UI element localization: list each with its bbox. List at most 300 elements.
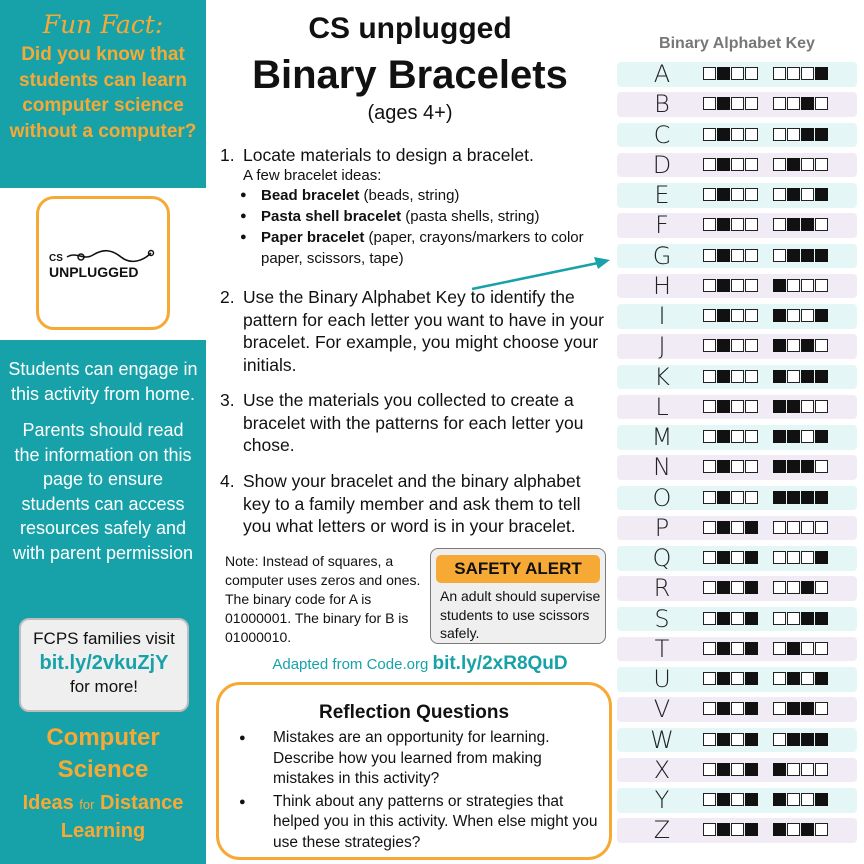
binary-alphabet-key (617, 62, 857, 849)
key-letter: B (654, 90, 670, 119)
key-bits (703, 128, 829, 141)
key-letter: Z (653, 816, 671, 845)
step-1-text: Locate materials to design a bracelet. (243, 145, 534, 165)
bit-empty-square (801, 430, 814, 443)
bit-filled-square (787, 218, 800, 231)
key-row (617, 513, 857, 542)
fun-fact-question: Did you know that students can learn computer science without a computer? (9, 44, 197, 142)
bit-filled-square (745, 581, 758, 594)
bit-empty-square (731, 218, 744, 231)
bit-filled-square (815, 612, 828, 625)
bit-filled-square (717, 249, 730, 262)
key-bits (703, 672, 829, 685)
bit-empty-square (703, 763, 716, 776)
bit-empty-square (703, 279, 716, 292)
step-2 (220, 286, 612, 376)
bit-filled-square (815, 551, 828, 564)
bit-filled-square (801, 491, 814, 504)
bit-filled-square (815, 733, 828, 746)
key-bits (703, 97, 829, 110)
step-1-number: 1. (220, 145, 235, 165)
bit-filled-square (815, 309, 828, 322)
bit-filled-square (717, 97, 730, 110)
bit-empty-square (815, 642, 828, 655)
list-item: ● Think about any patterns or strategies that helped you in this activity. When else might you use these strategies? (239, 792, 605, 854)
key-letter: H (652, 271, 672, 300)
bit-empty-square (801, 642, 814, 655)
bit-filled-square (801, 249, 814, 262)
key-row (617, 697, 857, 722)
bit-empty-square (745, 491, 758, 504)
bit-filled-square (801, 612, 814, 625)
bit-empty-square (731, 551, 744, 564)
bit-filled-square (773, 430, 786, 443)
bit-empty-square (703, 339, 716, 352)
bit-filled-square (717, 309, 730, 322)
key-row (617, 576, 857, 601)
bit-empty-square (801, 551, 814, 564)
bit-empty-square (703, 642, 716, 655)
key-bits (703, 823, 829, 836)
key-bits (703, 491, 829, 504)
key-bits (703, 460, 829, 473)
key-letter: S (654, 604, 670, 633)
bit-empty-square (731, 702, 744, 715)
bit-empty-square (787, 581, 800, 594)
idea-name: Bead bracelet (261, 187, 360, 204)
bit-empty-square (745, 249, 758, 262)
safety-alert-box (430, 548, 606, 644)
bit-empty-square (801, 793, 814, 806)
bit-filled-square (815, 430, 828, 443)
bit-empty-square (703, 370, 716, 383)
bit-filled-square (815, 188, 828, 201)
bit-filled-square (717, 491, 730, 504)
bit-filled-square (815, 128, 828, 141)
bit-empty-square (703, 612, 716, 625)
key-row (617, 213, 857, 238)
bit-empty-square (731, 430, 744, 443)
bit-filled-square (745, 551, 758, 564)
bit-filled-square (801, 128, 814, 141)
bit-empty-square (731, 491, 744, 504)
key-row (617, 818, 857, 843)
key-letter: X (653, 755, 671, 784)
bit-empty-square (773, 188, 786, 201)
bit-filled-square (787, 672, 800, 685)
key-letter: A (653, 60, 671, 88)
bit-empty-square (703, 97, 716, 110)
bit-empty-square (773, 612, 786, 625)
bit-filled-square (787, 491, 800, 504)
engage-panel (0, 340, 206, 864)
step-4 (220, 470, 612, 538)
bit-filled-square (787, 249, 800, 262)
cs-line-ideas (0, 790, 206, 818)
fcps-link[interactable]: bit.ly/2vkuZjY (39, 652, 169, 674)
bit-empty-square (731, 581, 744, 594)
key-bits (703, 793, 829, 806)
key-letter: W (650, 725, 674, 754)
bit-empty-square (815, 97, 828, 110)
key-bits (703, 158, 829, 171)
bit-filled-square (801, 339, 814, 352)
bit-empty-square (703, 460, 716, 473)
key-row (617, 634, 857, 663)
key-row (617, 92, 857, 117)
list-item (240, 206, 610, 227)
bit-filled-square (717, 158, 730, 171)
bit-filled-square (815, 672, 828, 685)
bit-empty-square (787, 67, 800, 80)
bit-empty-square (703, 521, 716, 534)
cs-line-learning: Learning (60, 820, 146, 842)
fcps-line1: FCPS families visit (33, 629, 175, 648)
bit-empty-square (773, 97, 786, 110)
bit-empty-square (745, 370, 758, 383)
bit-empty-square (773, 158, 786, 171)
bit-empty-square (787, 309, 800, 322)
bit-filled-square (773, 309, 786, 322)
key-row (617, 120, 857, 149)
key-letter: T (654, 634, 670, 663)
key-letter: K (654, 362, 670, 391)
cs-ideas-word: Ideas (22, 792, 74, 814)
bit-empty-square (703, 491, 716, 504)
bit-filled-square (717, 370, 730, 383)
bit-filled-square (717, 460, 730, 473)
cs-line-science: Science (57, 756, 149, 783)
bit-filled-square (717, 218, 730, 231)
key-letter: G (652, 241, 672, 270)
fcps-line3: for more! (69, 677, 139, 696)
bit-empty-square (731, 249, 744, 262)
bit-empty-square (731, 793, 744, 806)
bit-empty-square (787, 763, 800, 776)
bit-filled-square (773, 823, 786, 836)
bit-empty-square (731, 67, 744, 80)
key-bits (703, 218, 829, 231)
bit-empty-square (703, 309, 716, 322)
bit-empty-square (703, 823, 716, 836)
fun-fact-title: Fun Fact: (42, 10, 164, 39)
step-4-text: Show your bracelet and the binary alphabet key to a family member and ask them to tell you what letters or word is in your bracelet. (243, 471, 581, 536)
logo-unplugged-text: UNPLUGGED (49, 264, 139, 280)
bit-filled-square (717, 733, 730, 746)
key-row (617, 271, 857, 300)
bit-filled-square (717, 642, 730, 655)
bit-filled-square (745, 702, 758, 715)
bit-empty-square (773, 702, 786, 715)
bit-filled-square (801, 460, 814, 473)
bit-filled-square (717, 67, 730, 80)
bit-empty-square (773, 733, 786, 746)
bit-empty-square (773, 672, 786, 685)
reflection-list (239, 728, 605, 855)
bit-empty-square (773, 581, 786, 594)
key-row (617, 483, 857, 512)
bit-empty-square (815, 339, 828, 352)
key-bits (703, 763, 829, 776)
bit-empty-square (731, 128, 744, 141)
bit-empty-square (745, 188, 758, 201)
bit-empty-square (745, 400, 758, 413)
key-row (617, 241, 857, 270)
bit-empty-square (815, 460, 828, 473)
bit-filled-square (787, 642, 800, 655)
step-2-text: Use the Binary Alphabet Key to identify the pattern for each letter you want to have in your bracelet. For example, you might choose your initials. (243, 287, 604, 375)
bit-empty-square (773, 128, 786, 141)
key-row (617, 455, 857, 480)
key-row (617, 392, 857, 421)
binary-note: Note: Instead of squares, a computer uses zeros and ones. The binary code for A is 01000001. The binary for B is 01000010. (225, 553, 421, 645)
key-letter: D (652, 150, 672, 179)
bit-empty-square (815, 581, 828, 594)
key-row (617, 725, 857, 754)
key-letter: F (655, 211, 669, 240)
key-row (617, 362, 857, 391)
bit-filled-square (717, 763, 730, 776)
step-2-number: 2. (220, 287, 235, 307)
bit-empty-square (787, 370, 800, 383)
bit-filled-square (815, 249, 828, 262)
bit-empty-square (773, 551, 786, 564)
bit-filled-square (717, 551, 730, 564)
bit-filled-square (815, 793, 828, 806)
bit-filled-square (717, 279, 730, 292)
key-row (617, 604, 857, 633)
bit-filled-square (773, 279, 786, 292)
key-row (617, 425, 857, 450)
bit-empty-square (745, 97, 758, 110)
bit-empty-square (703, 793, 716, 806)
bit-empty-square (731, 370, 744, 383)
bit-empty-square (703, 672, 716, 685)
bit-empty-square (801, 158, 814, 171)
key-letter: U (653, 665, 671, 693)
bit-filled-square (801, 97, 814, 110)
bit-empty-square (745, 279, 758, 292)
key-row (617, 546, 857, 571)
key-letter: R (653, 574, 671, 603)
idea-detail: (beads, string) (359, 187, 460, 204)
bit-empty-square (787, 612, 800, 625)
bit-filled-square (745, 521, 758, 534)
bit-filled-square (717, 702, 730, 715)
bit-empty-square (731, 460, 744, 473)
bit-filled-square (717, 188, 730, 201)
bit-empty-square (801, 672, 814, 685)
bit-empty-square (731, 672, 744, 685)
bit-empty-square (731, 763, 744, 776)
key-row (617, 788, 857, 813)
bit-empty-square (815, 400, 828, 413)
reflection-box (216, 682, 612, 860)
key-letter: M (651, 423, 673, 451)
bit-empty-square (703, 249, 716, 262)
bit-empty-square (745, 67, 758, 80)
list-item: ● Mistakes are an opportunity for learning. Describe how you learned from making mistakes in this activity? (239, 728, 605, 790)
bit-filled-square (787, 430, 800, 443)
bit-empty-square (787, 521, 800, 534)
bit-empty-square (745, 460, 758, 473)
bit-empty-square (731, 823, 744, 836)
bit-filled-square (745, 763, 758, 776)
cs-distance-word: Distance (100, 792, 184, 814)
bit-empty-square (787, 823, 800, 836)
bit-empty-square (731, 97, 744, 110)
bit-empty-square (773, 521, 786, 534)
bit-filled-square (745, 672, 758, 685)
key-bits (703, 430, 829, 443)
key-letter: J (658, 332, 666, 361)
key-letter: V (653, 695, 671, 724)
key-row (617, 62, 857, 87)
bit-empty-square (787, 339, 800, 352)
key-bits (703, 551, 829, 564)
bit-empty-square (731, 158, 744, 171)
bit-filled-square (801, 218, 814, 231)
bit-empty-square (801, 521, 814, 534)
bit-empty-square (703, 188, 716, 201)
bit-empty-square (731, 733, 744, 746)
bit-empty-square (787, 793, 800, 806)
bit-empty-square (745, 309, 758, 322)
key-bits (703, 581, 829, 594)
key-row (617, 304, 857, 329)
page-title-line1: CS unplugged (308, 12, 512, 45)
bit-empty-square (815, 702, 828, 715)
bit-filled-square (787, 733, 800, 746)
bit-empty-square (731, 188, 744, 201)
bit-empty-square (801, 309, 814, 322)
bit-empty-square (801, 400, 814, 413)
key-bits (703, 370, 829, 383)
bit-filled-square (801, 733, 814, 746)
list-item (240, 185, 610, 206)
bit-filled-square (801, 370, 814, 383)
step-1 (220, 144, 612, 167)
bit-empty-square (745, 128, 758, 141)
logo-cs-text: CS (49, 253, 63, 264)
key-letter: C (653, 120, 671, 149)
bit-filled-square (717, 400, 730, 413)
bit-filled-square (773, 460, 786, 473)
step-3 (220, 389, 612, 457)
bit-filled-square (717, 612, 730, 625)
bit-empty-square (703, 733, 716, 746)
bit-filled-square (815, 491, 828, 504)
bit-filled-square (815, 370, 828, 383)
bit-empty-square (773, 67, 786, 80)
cs-ideas-heading (0, 722, 206, 845)
bit-empty-square (703, 551, 716, 564)
bit-empty-square (801, 763, 814, 776)
bit-filled-square (773, 793, 786, 806)
step-4-number: 4. (220, 471, 235, 491)
key-row (617, 667, 857, 692)
left-sidebar (0, 0, 206, 864)
key-letter: E (654, 181, 670, 209)
bit-empty-square (703, 67, 716, 80)
key-letter: Y (654, 786, 670, 814)
key-letter: O (652, 483, 672, 512)
step-3-number: 3. (220, 390, 235, 410)
idea-name: Pasta shell bracelet (261, 208, 402, 225)
cs-unplugged-logo-icon (47, 247, 165, 283)
key-row (617, 150, 857, 179)
bit-empty-square (745, 158, 758, 171)
bit-filled-square (787, 460, 800, 473)
bit-filled-square (717, 521, 730, 534)
key-bits (703, 400, 829, 413)
key-bits (703, 309, 829, 322)
bit-empty-square (773, 218, 786, 231)
bit-empty-square (731, 400, 744, 413)
bit-empty-square (801, 279, 814, 292)
bit-empty-square (703, 430, 716, 443)
ages-label: (ages 4+) (367, 102, 453, 124)
bit-empty-square (801, 188, 814, 201)
bit-filled-square (801, 823, 814, 836)
key-bits (703, 642, 829, 655)
bit-empty-square (731, 612, 744, 625)
bit-empty-square (745, 339, 758, 352)
bit-empty-square (703, 581, 716, 594)
bit-empty-square (815, 218, 828, 231)
bit-filled-square (773, 370, 786, 383)
adapted-prefix: Adapted from Code.org (272, 656, 429, 673)
bit-empty-square (801, 67, 814, 80)
bit-empty-square (787, 128, 800, 141)
key-bits (703, 521, 829, 534)
bit-filled-square (787, 702, 800, 715)
bit-empty-square (787, 551, 800, 564)
key-title: Binary Alphabet Key (659, 35, 815, 52)
bit-empty-square (745, 218, 758, 231)
safety-alert-badge: SAFETY ALERT (436, 555, 600, 583)
bit-filled-square (815, 67, 828, 80)
bit-empty-square (745, 430, 758, 443)
idea-name: Paper bracelet (261, 229, 365, 246)
bit-filled-square (801, 581, 814, 594)
adapted-link[interactable]: bit.ly/2xR8QuD (432, 653, 568, 674)
page-title-line2: Binary Bracelets (252, 53, 568, 97)
key-bits (703, 279, 829, 292)
bit-filled-square (801, 702, 814, 715)
bit-empty-square (703, 400, 716, 413)
reflection-title: Reflection Questions (318, 702, 510, 723)
bit-filled-square (745, 612, 758, 625)
bit-filled-square (773, 400, 786, 413)
bit-filled-square (717, 128, 730, 141)
bit-empty-square (703, 702, 716, 715)
fcps-box (19, 618, 189, 712)
key-bits (703, 249, 829, 262)
cs-unplugged-logo (36, 196, 170, 330)
bit-filled-square (745, 642, 758, 655)
bit-empty-square (773, 642, 786, 655)
bit-empty-square (731, 309, 744, 322)
cs-for-word: for (79, 797, 95, 812)
bit-filled-square (787, 400, 800, 413)
cs-line-computer: Computer (46, 724, 160, 751)
key-row (617, 334, 857, 359)
bit-filled-square (717, 339, 730, 352)
key-bits (703, 612, 829, 625)
bit-empty-square (703, 158, 716, 171)
ideas-label: A few bracelet ideas: (243, 167, 382, 184)
